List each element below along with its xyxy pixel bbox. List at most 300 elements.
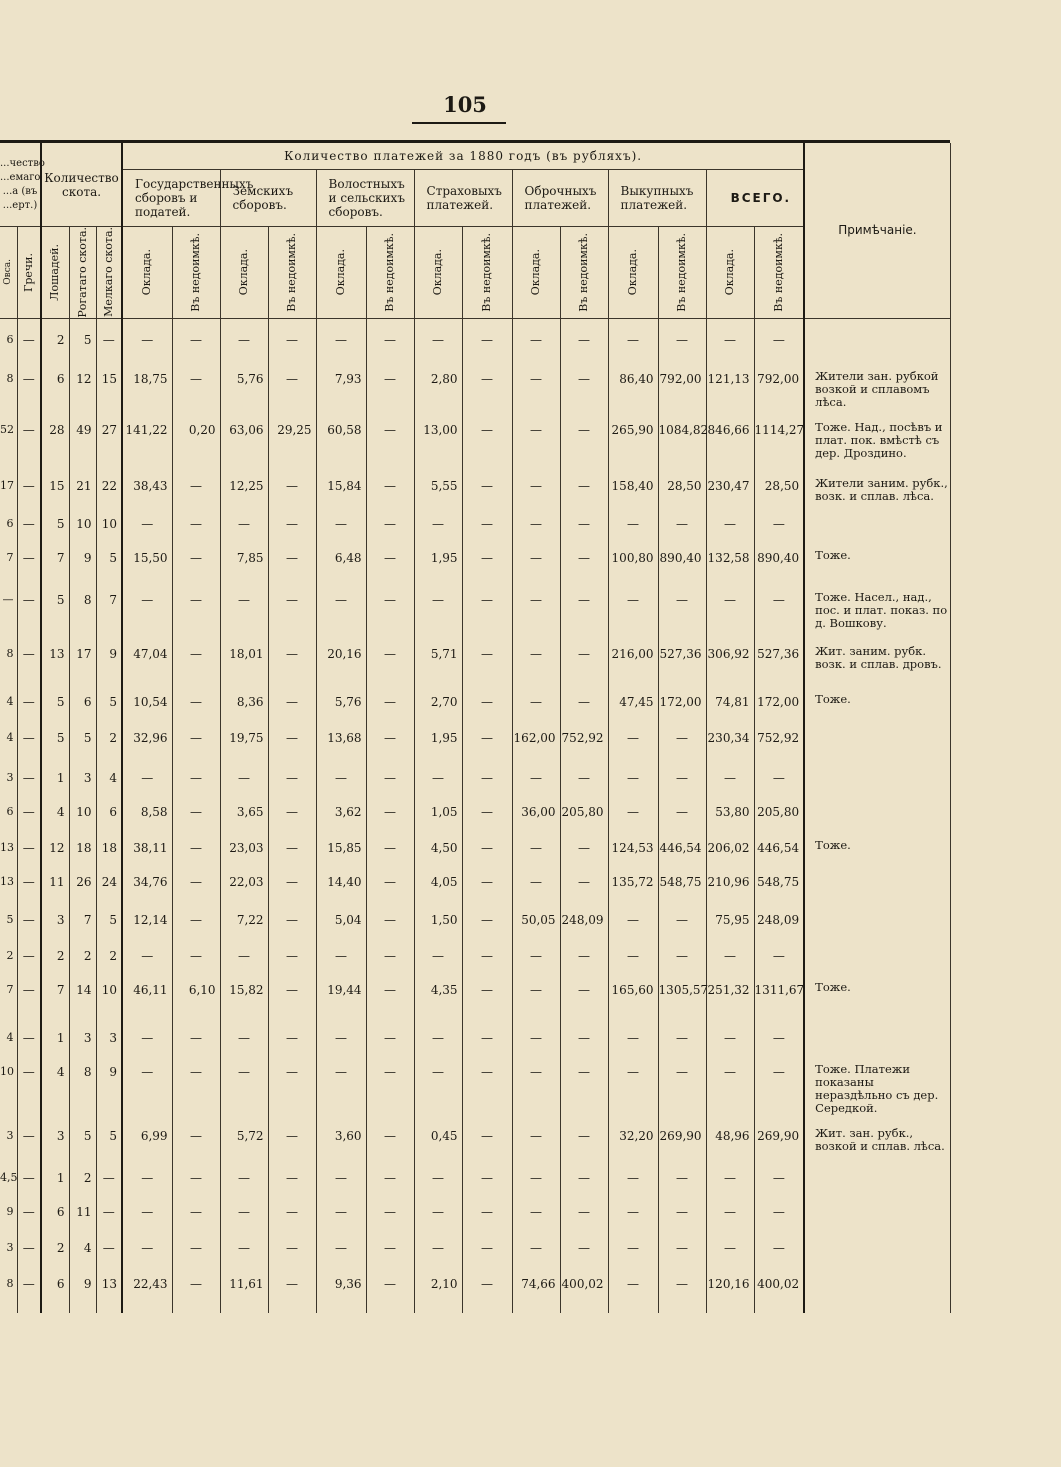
table-cell: — [754, 1227, 804, 1263]
table-cell: — [560, 827, 608, 861]
table-cell: — [316, 579, 366, 633]
table-cell: — [172, 827, 220, 861]
table-row [0, 1191, 950, 1227]
subhead-oklad: Оклада. [316, 227, 366, 319]
group-header-total: ВСЕГО. [706, 170, 804, 227]
table-cell: — [268, 899, 316, 935]
table-cell: — [462, 969, 512, 1017]
table-cell: — [268, 318, 316, 358]
table-cell: 10 [0, 1051, 17, 1115]
table-cell: 890,40 [754, 537, 804, 579]
table-cell: — [658, 757, 706, 791]
table-cell: 124,53 [608, 827, 658, 861]
note-cell: Тоже. Над., посѣвъ и плат. пок. вмѣстѣ съ дер. Дроздино. [804, 409, 950, 465]
group-header-insurance: Страховыхъ платежей. [414, 170, 512, 227]
table-cell: 4 [69, 1227, 96, 1263]
table-cell: 400,02 [560, 1263, 608, 1313]
subhead-arrears: Въ недоимкѣ. [172, 227, 220, 319]
table-cell: — [17, 1115, 41, 1157]
table-cell: — [268, 757, 316, 791]
table-cell: — [122, 1191, 172, 1227]
table-cell: 47,04 [122, 633, 172, 681]
table-cell: 13 [96, 1263, 122, 1313]
table-cell: 4,35 [414, 969, 462, 1017]
table-row [0, 935, 950, 969]
table-cell: 49 [69, 409, 96, 465]
table-cell: — [462, 717, 512, 757]
table-cell: 3 [0, 1115, 17, 1157]
table-cell: — [462, 503, 512, 537]
table-cell: 18 [69, 827, 96, 861]
table-cell: — [608, 1157, 658, 1191]
table-cell: — [17, 1227, 41, 1263]
table-cell: — [268, 537, 316, 579]
table-cell: — [462, 827, 512, 861]
table-cell: — [608, 899, 658, 935]
table-cell: 8 [0, 1263, 17, 1313]
table-cell: — [754, 1017, 804, 1051]
table-cell: — [122, 503, 172, 537]
table-cell: 121,13 [706, 358, 754, 409]
table-cell: 9 [96, 633, 122, 681]
table-cell: — [220, 1191, 268, 1227]
table-cell: — [658, 899, 706, 935]
table-cell: 18,75 [122, 358, 172, 409]
subhead-small: Мелкаго скота. [96, 227, 122, 319]
table-cell: — [17, 1017, 41, 1051]
table-cell: — [268, 1017, 316, 1051]
table-cell: — [268, 465, 316, 503]
table-cell: 2 [69, 935, 96, 969]
table-cell: — [316, 1227, 366, 1263]
table-cell: 5,72 [220, 1115, 268, 1157]
table-cell: 172,00 [754, 681, 804, 717]
table-cell: — [754, 503, 804, 537]
table-cell: 269,90 [658, 1115, 706, 1157]
subhead-oklad: Оклада. [122, 227, 172, 319]
table-cell: — [268, 1157, 316, 1191]
table-cell: — [706, 1157, 754, 1191]
table-cell: 248,09 [560, 899, 608, 935]
table-cell: — [560, 537, 608, 579]
table-cell: 4,50 [414, 827, 462, 861]
table-cell: — [172, 318, 220, 358]
table-title: Количество платежей за 1880 годъ (въ рубляхъ). [122, 143, 804, 170]
table-cell: 132,58 [706, 537, 754, 579]
table-cell: 4 [0, 681, 17, 717]
table-cell: — [122, 1227, 172, 1263]
table-cell: 4 [0, 717, 17, 757]
group-header-redemption: Выкупныхъ платежей. [608, 170, 706, 227]
table-cell: 5,55 [414, 465, 462, 503]
table-cell: — [172, 1157, 220, 1191]
group-header-quitrent: Оброчныхъ платежей. [512, 170, 608, 227]
table-cell: 752,92 [754, 717, 804, 757]
table-cell: 1,95 [414, 717, 462, 757]
table-cell: 18,01 [220, 633, 268, 681]
table-cell: — [268, 969, 316, 1017]
table-cell: — [268, 1263, 316, 1313]
table-cell: — [366, 1191, 414, 1227]
table-cell: 4 [96, 757, 122, 791]
table-cell: — [658, 1157, 706, 1191]
table-cell: — [96, 318, 122, 358]
table-cell: 9 [96, 1051, 122, 1115]
table-cell: 29,25 [268, 409, 316, 465]
table-cell: — [560, 969, 608, 1017]
table-cell: — [316, 1191, 366, 1227]
table-cell: 23,03 [220, 827, 268, 861]
table-cell: — [658, 935, 706, 969]
table-cell: 14 [69, 969, 96, 1017]
subhead-arrears: Въ недоимкѣ. [462, 227, 512, 319]
table-cell: — [268, 358, 316, 409]
table-cell: 15 [41, 465, 69, 503]
table-cell: — [17, 1263, 41, 1313]
table-cell: — [560, 409, 608, 465]
table-cell: 2 [41, 935, 69, 969]
subhead-oklad: Оклада. [220, 227, 268, 319]
table-cell: — [608, 1017, 658, 1051]
table-cell: 3,62 [316, 791, 366, 827]
table-cell: 527,36 [658, 633, 706, 681]
table-cell: 52 [0, 409, 17, 465]
table-cell: — [172, 757, 220, 791]
table-cell: 890,40 [658, 537, 706, 579]
table-cell: 7,93 [316, 358, 366, 409]
table-cell: — [366, 537, 414, 579]
table-cell: 11 [41, 861, 69, 899]
table-cell: 28,50 [658, 465, 706, 503]
table-cell: 306,92 [706, 633, 754, 681]
table-cell: 135,72 [608, 861, 658, 899]
table-cell: 230,34 [706, 717, 754, 757]
table-cell: — [608, 503, 658, 537]
table-cell: 527,36 [754, 633, 804, 681]
table-cell: — [462, 861, 512, 899]
table-cell: 8,58 [122, 791, 172, 827]
subhead-horses: Лошадей. [41, 227, 69, 319]
table-cell: 22 [96, 465, 122, 503]
table-cell: — [462, 318, 512, 358]
table-cell: — [414, 1227, 462, 1263]
table-cell: — [560, 633, 608, 681]
table-cell: — [658, 791, 706, 827]
table-cell: 216,00 [608, 633, 658, 681]
table-cell: — [560, 503, 608, 537]
table-cell: 3 [0, 757, 17, 791]
note-cell [804, 791, 950, 827]
table-cell: — [462, 1051, 512, 1115]
table-cell: 8 [0, 358, 17, 409]
table-cell: 165,60 [608, 969, 658, 1017]
table-cell: — [220, 757, 268, 791]
table-cell: 1311,67 [754, 969, 804, 1017]
table-cell: — [122, 579, 172, 633]
table-cell: — [462, 1227, 512, 1263]
group-header-volost: Волостныхъ и сельскихъ сборовъ. [316, 170, 414, 227]
table-row [0, 318, 950, 358]
note-cell: Жители заним. рубк., возк. и сплав. лѣса. [804, 465, 950, 503]
table-cell: — [512, 969, 560, 1017]
table-cell: — [462, 465, 512, 503]
table-cell: 446,54 [754, 827, 804, 861]
subhead-oklad: Оклада. [414, 227, 462, 319]
table-cell: — [414, 757, 462, 791]
table-cell: — [560, 1227, 608, 1263]
table-cell: — [608, 791, 658, 827]
table-cell: 2 [69, 1157, 96, 1191]
table-cell: 4,05 [414, 861, 462, 899]
table-cell: 1 [41, 1157, 69, 1191]
table-cell: — [17, 757, 41, 791]
table-cell: 10 [69, 791, 96, 827]
table-cell: — [462, 633, 512, 681]
table-cell: — [17, 537, 41, 579]
table-row [0, 537, 950, 579]
table-cell: — [122, 1157, 172, 1191]
table-cell: — [706, 503, 754, 537]
table-cell: — [172, 717, 220, 757]
table-row [0, 633, 950, 681]
table-cell: 3 [96, 1017, 122, 1051]
table-cell: 74,66 [512, 1263, 560, 1313]
table-cell: — [122, 757, 172, 791]
table-cell: 15,82 [220, 969, 268, 1017]
table-cell: — [414, 1051, 462, 1115]
table-cell: 0,20 [172, 409, 220, 465]
table-row [0, 861, 950, 899]
note-cell [804, 899, 950, 935]
table-cell: — [268, 717, 316, 757]
table-cell: 10 [96, 503, 122, 537]
table-cell: — [512, 537, 560, 579]
table-cell: — [172, 1115, 220, 1157]
table-cell: 792,00 [754, 358, 804, 409]
table-cell: — [414, 1157, 462, 1191]
note-cell: Тоже. Платежи показаны нераздѣльно съ дер. Середкой. [804, 1051, 950, 1115]
table-cell: — [658, 1017, 706, 1051]
table-cell: 792,00 [658, 358, 706, 409]
subhead-arrears: Въ недоимкѣ. [658, 227, 706, 319]
table-cell: — [366, 1017, 414, 1051]
table-cell: 8 [69, 579, 96, 633]
table-cell: — [560, 579, 608, 633]
table-cell: 15,84 [316, 465, 366, 503]
group-header-state: Государственныхъ сборовъ и податей. [122, 170, 220, 227]
table-cell: — [560, 757, 608, 791]
table-cell: 7 [69, 899, 96, 935]
table-cell: — [17, 579, 41, 633]
table-cell: 5 [69, 1115, 96, 1157]
table-cell: 27 [96, 409, 122, 465]
table-cell: 12 [69, 358, 96, 409]
table-cell: — [560, 861, 608, 899]
note-cell: Тоже. [804, 827, 950, 861]
table-cell: — [414, 579, 462, 633]
table-cell: — [512, 633, 560, 681]
table-cell: 22,03 [220, 861, 268, 899]
table-cell: 7,85 [220, 537, 268, 579]
table-cell: 6,99 [122, 1115, 172, 1157]
table-cell: — [96, 1191, 122, 1227]
table-cell: — [268, 861, 316, 899]
table-cell: — [414, 1191, 462, 1227]
note-cell [804, 1227, 950, 1263]
table-cell: 7 [41, 969, 69, 1017]
table-cell: — [462, 681, 512, 717]
table-cell: 17 [69, 633, 96, 681]
table-row [0, 969, 950, 1017]
table-cell: — [17, 633, 41, 681]
table-cell: 162,00 [512, 717, 560, 757]
table-cell: — [17, 681, 41, 717]
table-cell: 28 [41, 409, 69, 465]
table-row [0, 1051, 950, 1115]
table-cell: — [560, 1051, 608, 1115]
table-cell: — [366, 1263, 414, 1313]
table-row [0, 358, 950, 409]
table-cell: 210,96 [706, 861, 754, 899]
table-cell: 12,14 [122, 899, 172, 935]
table-cell: 22,43 [122, 1263, 172, 1313]
note-cell [804, 717, 950, 757]
table-cell: — [462, 1017, 512, 1051]
table-cell: 13 [41, 633, 69, 681]
table-cell: 3 [69, 757, 96, 791]
table-cell: — [706, 1191, 754, 1227]
table-cell: 15 [96, 358, 122, 409]
table-cell: 5 [41, 503, 69, 537]
table-cell: — [366, 409, 414, 465]
table-cell: 7 [96, 579, 122, 633]
table-cell: — [172, 358, 220, 409]
table-cell: 5,76 [220, 358, 268, 409]
table-cell: 2 [96, 935, 122, 969]
table-cell: — [512, 1227, 560, 1263]
table-cell: — [17, 1051, 41, 1115]
table-cell: 205,80 [754, 791, 804, 827]
table-cell: 2 [96, 717, 122, 757]
table-cell: — [366, 503, 414, 537]
table-cell: — [608, 318, 658, 358]
table-cell: — [754, 1191, 804, 1227]
subhead-buckwheat: Гречи. [17, 227, 41, 319]
note-header: Примѣчаніе. [804, 143, 950, 318]
table-cell: — [17, 318, 41, 358]
table-cell: 15,85 [316, 827, 366, 861]
table-cell: 5 [41, 717, 69, 757]
table-cell: — [658, 1263, 706, 1313]
table-cell: — [706, 318, 754, 358]
table-cell: — [462, 358, 512, 409]
table-cell: — [608, 757, 658, 791]
table-row [0, 899, 950, 935]
table-cell: — [366, 791, 414, 827]
table-row [0, 579, 950, 633]
table-cell: 19,44 [316, 969, 366, 1017]
table-cell: 63,06 [220, 409, 268, 465]
table-cell: — [608, 1263, 658, 1313]
table-cell: 269,90 [754, 1115, 804, 1157]
table-cell: — [268, 1115, 316, 1157]
table-cell: 5,04 [316, 899, 366, 935]
table-cell: 1305,57 [658, 969, 706, 1017]
table-cell: — [172, 1227, 220, 1263]
subhead-horned: Рогатаго скота. [69, 227, 96, 319]
table-cell: — [462, 757, 512, 791]
table-cell: 5 [96, 681, 122, 717]
note-cell [804, 1157, 950, 1191]
table-cell: 9 [0, 1191, 17, 1227]
table-cell: — [754, 579, 804, 633]
table-cell: — [512, 503, 560, 537]
table-cell: — [608, 1191, 658, 1227]
table-cell: 3 [69, 1017, 96, 1051]
table-cell: — [172, 1017, 220, 1051]
table-cell: — [462, 1157, 512, 1191]
table-cell: 5 [96, 1115, 122, 1157]
table-cell: — [560, 318, 608, 358]
table-cell: 13 [0, 861, 17, 899]
table-cell: 46,11 [122, 969, 172, 1017]
sown-header: ...чество ...емаго ...а (въ ...ерт.) [0, 143, 41, 227]
table-cell: 9 [69, 1263, 96, 1313]
table-cell: 32,20 [608, 1115, 658, 1157]
note-cell [804, 1017, 950, 1051]
note-cell: Жители зан. рубкой возкой и сплавомъ лѣса. [804, 358, 950, 409]
table-cell: — [414, 935, 462, 969]
table-cell: — [122, 935, 172, 969]
table-cell: — [220, 1017, 268, 1051]
table-cell: 34,76 [122, 861, 172, 899]
table-cell: — [706, 1017, 754, 1051]
table-cell: 5,71 [414, 633, 462, 681]
table-cell: 10,54 [122, 681, 172, 717]
table-cell: — [512, 1017, 560, 1051]
table-cell: — [462, 409, 512, 465]
note-cell: Тоже. [804, 537, 950, 579]
subhead-oklad: Оклада. [512, 227, 560, 319]
table-cell: 248,09 [754, 899, 804, 935]
table-cell: — [366, 1227, 414, 1263]
table-cell: — [658, 1051, 706, 1115]
note-cell [804, 935, 950, 969]
table-cell: 86,40 [608, 358, 658, 409]
table-cell: 5 [96, 537, 122, 579]
table-cell: — [17, 717, 41, 757]
note-cell [804, 1263, 950, 1313]
table-cell: — [512, 465, 560, 503]
table-cell: 2,10 [414, 1263, 462, 1313]
table-cell: — [560, 935, 608, 969]
table-cell: — [17, 465, 41, 503]
subhead-arrears: Въ недоимкѣ. [366, 227, 414, 319]
table-cell: 10 [96, 969, 122, 1017]
table-cell: — [462, 1191, 512, 1227]
table-cell: — [512, 681, 560, 717]
table-cell: — [17, 791, 41, 827]
table-cell: — [366, 358, 414, 409]
table-cell: — [706, 757, 754, 791]
table-cell: — [268, 935, 316, 969]
table-cell: — [560, 681, 608, 717]
table-cell: — [658, 1191, 706, 1227]
table-cell: — [268, 1051, 316, 1115]
table-cell: 3,60 [316, 1115, 366, 1157]
table-cell: — [122, 1017, 172, 1051]
table-row [0, 1115, 950, 1157]
